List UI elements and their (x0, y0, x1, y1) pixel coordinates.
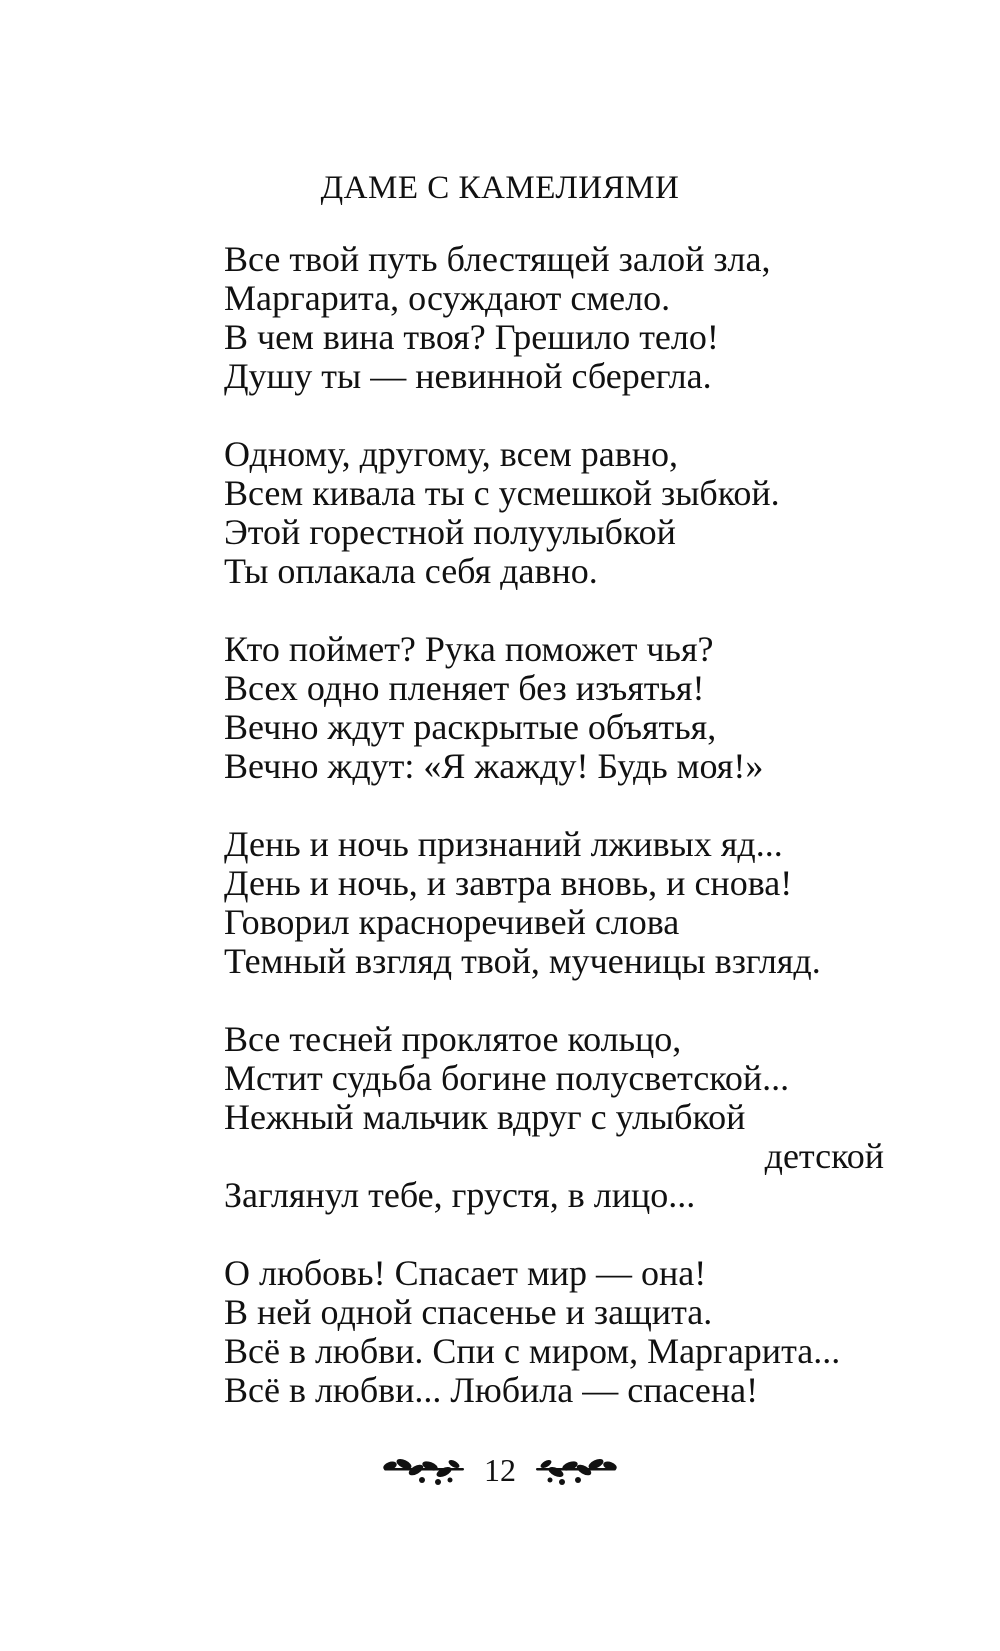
page-number: 12 (484, 1452, 516, 1488)
poem-title: ДАМЕ С КАМЕЛИЯМИ (320, 170, 680, 206)
poem-line: О любовь! Спасает мир — она! (224, 1253, 707, 1293)
poem-line: Мстит судьба богине полусветской... (224, 1058, 790, 1098)
poem-line: Одному, другому, всем равно, (224, 434, 679, 474)
poem-body (224, 240, 884, 1449)
poem-line: Кто поймет? Рука поможет чья? (224, 629, 714, 669)
poem-line: Ты оплакала себя давно. (224, 551, 598, 591)
poem-line: В ней одной спасенье и защита. (224, 1292, 713, 1332)
poem-line: Всё в любви... Любила — спасена! (224, 1370, 759, 1410)
poem-line: Вечно ждут: «Я жажду! Будь моя!» (224, 746, 764, 786)
poem-line: День и ночь, и завтра вновь, и снова! (224, 863, 793, 903)
poem-line: Заглянул тебе, грустя, в лицо... (224, 1175, 696, 1215)
poem-line: Нежный мальчик вдруг с улыбкой (224, 1097, 746, 1137)
poem-line: Темный взгляд твой, мученицы взгляд. (224, 941, 821, 981)
poem-line: Говорил красноречивей слова (224, 902, 680, 942)
poem-line: Всё в любви. Спи с миром, Маргарита... (224, 1331, 841, 1371)
poem-line: Душу ты — невинной сберегла. (224, 356, 712, 396)
poem-line-wrapped: детской (764, 1136, 884, 1176)
poem-line: В чем вина твоя? Грешило тело! (224, 317, 719, 357)
poem-line: Все твой путь блестящей залой зла, (224, 239, 771, 279)
page-footer (0, 1450, 1000, 1490)
stanza (224, 435, 884, 591)
poem-line: День и ночь признаний лживых яд... (224, 824, 783, 864)
stanza (224, 825, 884, 981)
poem-line: Этой горестной полуулыбкой (224, 512, 676, 552)
stanza (224, 1020, 884, 1215)
stanza (224, 630, 884, 786)
poem-line: Маргарита, осуждают смело. (224, 278, 671, 318)
stanza (224, 240, 884, 396)
poem-line: Вечно ждут раскрытые объятья, (224, 707, 717, 747)
poem-line: Все тесней проклятое кольцо, (224, 1019, 682, 1059)
leaf-ornament-icon (530, 1450, 620, 1490)
stanza (224, 1254, 884, 1410)
leaf-ornament-icon (380, 1450, 470, 1490)
poem-line: Всем кивала ты с усмешкой зыбкой. (224, 473, 780, 513)
poem-line: Всех одно пленяет без изъятья! (224, 668, 705, 708)
